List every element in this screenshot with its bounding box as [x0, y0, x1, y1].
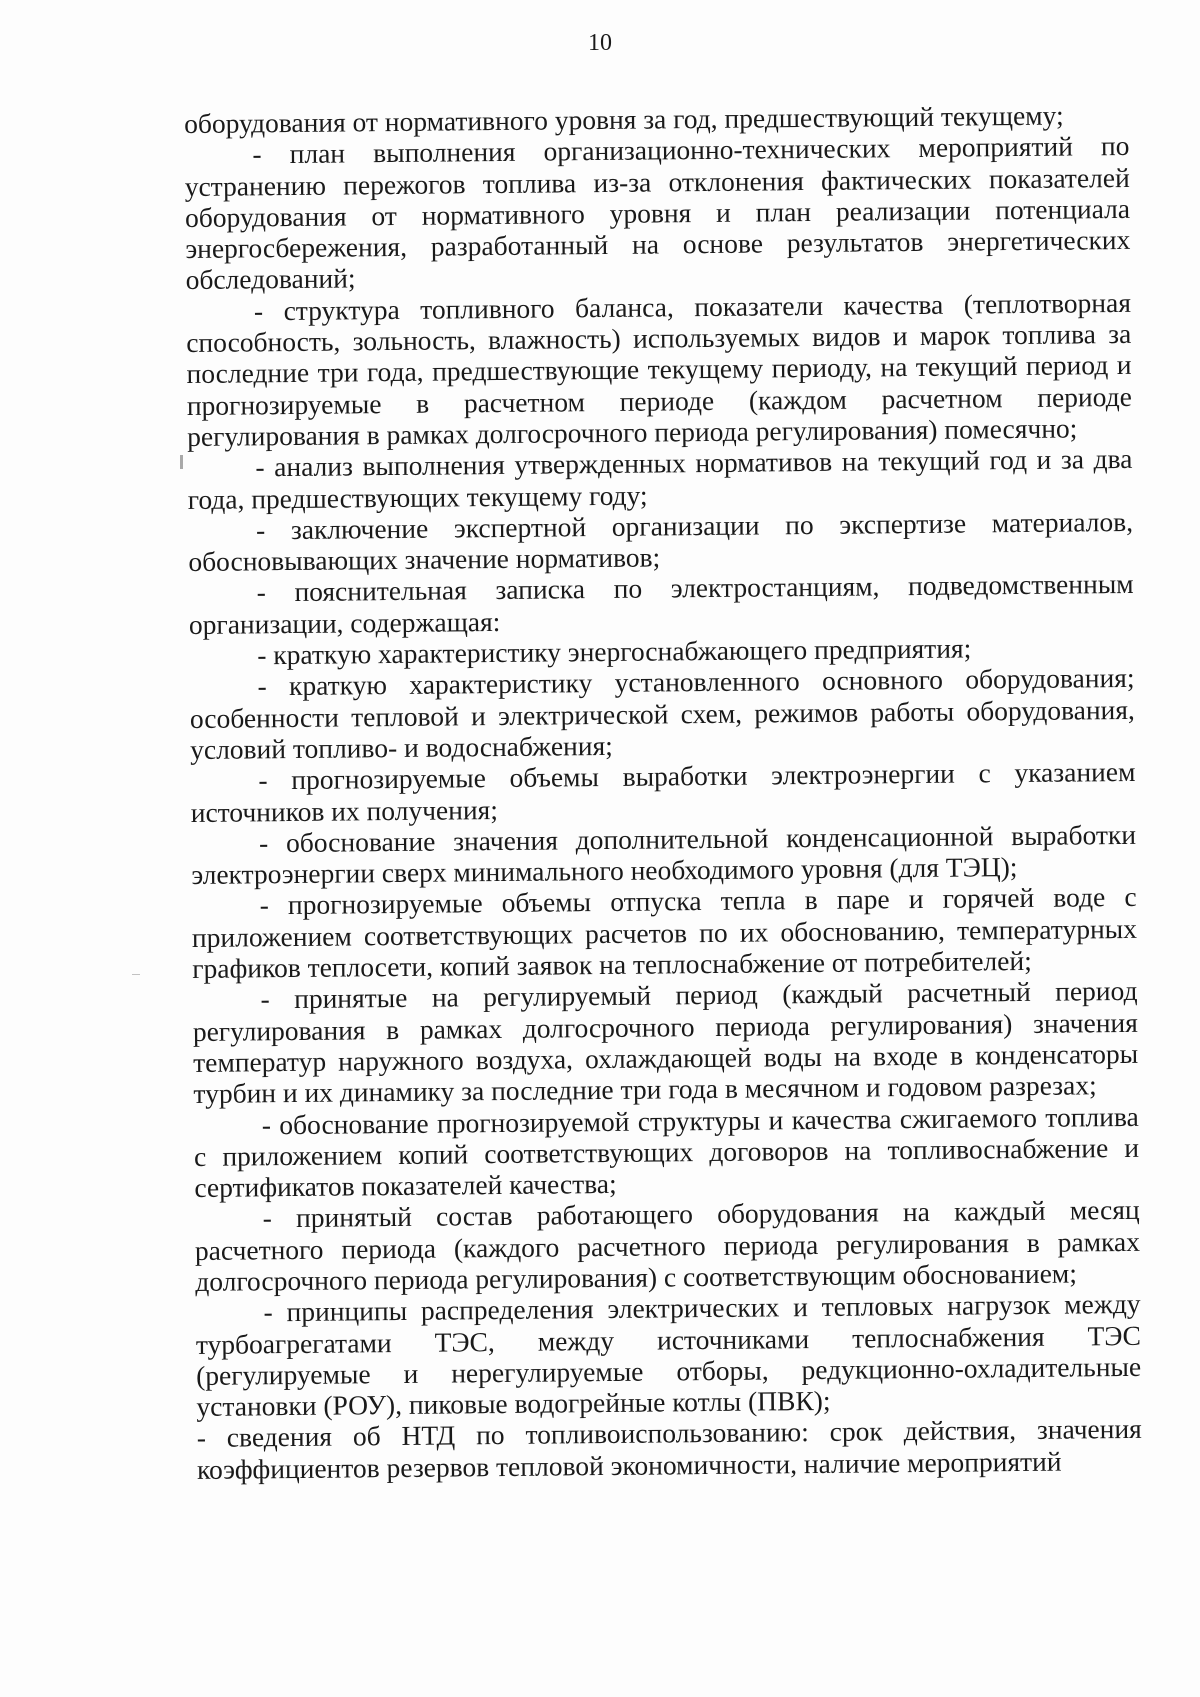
paragraph-temperatures: - принятые на регулируемый период (каждый расчетный период регулирования в рамках долгосрочного периода регулирования) значения температур наружного воздуха, охлаждающей воды на входе в конденсаторы турбин и их динамику за последние три года в месячном и годовом разрезах; — [192, 975, 1139, 1110]
scan-artifact — [180, 455, 183, 469]
paragraph-expert-conclusion: - заключение экспертной организации по экспертизе материалов, обосновывающих значение нормативов; — [188, 505, 1134, 578]
paragraph-fuel-balance: - структура топливного баланса, показатели качества (теплотворная способность, зольность, влажность) используемых видов и марок топлива за последние три года, предшествующие текущему периоду, на текущий период и прогнозируемые в расчетном периоде (каждом расчетном периоде регулирования в рамках долгосрочного периода регулирования) помесячно; — [186, 286, 1132, 452]
paragraph-ntd-info: - сведения об НТД по топливоиспользованию: срок действия, значения коэффициентов резервов тепловой экономичности, наличие мероприятий — [196, 1413, 1142, 1485]
document-body — [184, 99, 1142, 1485]
paragraph-enterprise-summary: - краткую характеристику энергоснабжающего предприятия; — [257, 632, 972, 671]
paragraph-continuation: оборудования от нормативного уровня за год, предшествующий текущему; — [184, 99, 1064, 139]
paragraph-load-distribution: - принципы распределения электрических и тепловых нагрузок между турбоагрегатами ТЭС, между источниками теплоснабжения ТЭС (регулируемые и нерегулируемые отборы, редукционно-охладительные установки (РОУ), пиковые водогрейные котлы (ПВК); — [195, 1288, 1142, 1423]
paragraph-norms-analysis: - анализ выполнения утвержденных нормативов на текущий год и за два года, предшествующих текущему году; — [187, 443, 1133, 515]
page-number: 10 — [588, 30, 612, 56]
paragraph-electricity-volumes: - прогнозируемые объемы выработки электроэнергии с указанием источников их получения; — [190, 756, 1136, 828]
paragraph-equipment-composition: - принятый состав работающего оборудования на каждый месяц расчетного периода (каждого расчетного периода регулирования в рамках долгосрочного периода регулирования) с соответствующим обоснованием; — [194, 1194, 1141, 1297]
paragraph-fuel-structure: - обоснование прогнозируемой структуры и качества сжигаемого топлива с приложением копий соответствующих договоров на топливоснабжение и сертификатов показателей качества; — [193, 1100, 1140, 1204]
paragraph-plan-measures: - план выполнения организационно-технических мероприятий по устранению пережогов топлива из-за отклонения фактических показателей оборудования от нормативного уровня и план реализации потенциала энергосбережения, разработанный на основе результатов энергетических обследований; — [184, 130, 1131, 296]
paragraph-condensing-output: - обоснование значения дополнительной конденсационной выработки электроэнергии сверх минимального необходимого уровня (для ТЭЦ); — [191, 818, 1137, 891]
paragraph-equipment-summary: - краткую характеристику установленного основного оборудования; особенности тепловой и электрической схем, режимов работы оборудования, условий топливо- и водоснабжения; — [189, 662, 1135, 765]
scan-artifact — [132, 974, 140, 975]
paragraph-explanatory-note: - пояснительная записка по электростанциям, подведомственным организации, содержащая: — [188, 568, 1134, 640]
paragraph-heat-supply: - прогнозируемые объемы отпуска тепла в паре и горячей воде с приложением соответствующих расчетов по их обоснованию, температурных графиков теплосети, копий заявок на теплоснабжение от потребителей; — [191, 881, 1138, 984]
